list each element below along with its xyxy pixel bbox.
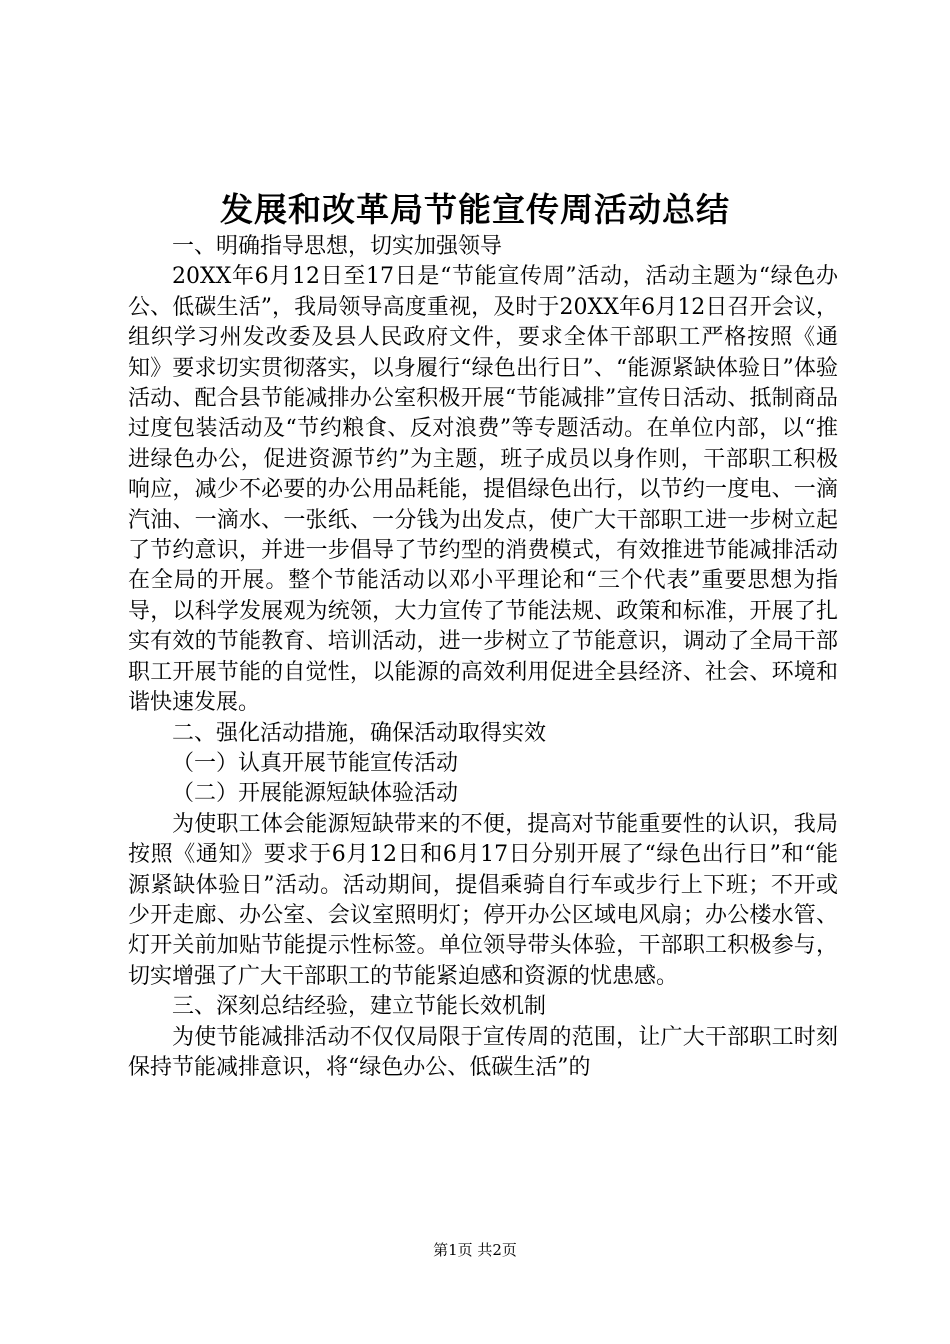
section-heading-3: 三、深刻总结经验，建立节能长效机制 (172, 994, 547, 1020)
document-title: 发展和改革局节能宣传周活动总结 (220, 190, 730, 229)
page-footer: 第1页 共2页 (433, 1241, 517, 1259)
section-heading-1: 一、明确指导思想，切实加强领导 (172, 234, 503, 259)
subsection-heading-1: （一）认真开展节能宣传活动 (172, 750, 459, 776)
section-heading-2: 二、强化活动措施，确保活动取得实效 (172, 720, 547, 746)
paragraph-2: 为使职工体会能源短缺带来的不便，提高对节能重要性的认识，我局按照《通知》要求于6月12日和6月17日分别开展了“绿色出行日”和“能源紧缺体验日”活动。活动期间，提倡乘骑自行车或步行上下班；不开或少开走廊、办公室、会议室照明灯；停开办公区域电风扇；办公楼水管、灯开关前加贴节能提示性标签。单位领导带头体验，干部职工积极参与，切实增强了广大干部职工的节能紧迫感和资源的忧患感。 (128, 811, 838, 989)
paragraph-1: 20XX年6月12日至17日是“节能宣传周”活动，活动主题为“绿色办公、低碳生活”，我局领导高度重视，及时于20XX年6月12日召开会议，组织学习州发改委及县人民政府文件，要求全体干部职工严格按照《通知》要求切实贯彻落实，以身履行“绿色出行日”、“能源紧缺体验日”体验活动、配合县节能减排办公室积极开展“节能减排”宣传日活动、抵制商品过度包装活动及“节约粮食、反对浪费”等专题活动。在单位内部，以“推进绿色办公，促进资源节约”为主题，班子成员以身作则，干部职工积极响应，减少不必要的办公用品耗能，提倡绿色出行，以节约一度电、一滴汽油、一滴水、一张纸、一分钱为出发点，使广大干部职工进一步树立起了节约意识，并进一步倡导了节约型的消费模式，有效推进节能减排活动在全局的开展。整个节能活动以邓小平理论和“三个代表”重要思想为指导，以科学发展观为统领，大力宣传了节能法规、政策和标准，开展了扎实有效的节能教育、培训活动，进一步树立了节能意识，调动了全局干部职工开展节能的自觉性，以能源的高效利用促进全县经济、社会、环境和谐快速发展。 (128, 264, 838, 716)
document-body (128, 232, 838, 1083)
paragraph-3: 为使节能减排活动不仅仅局限于宣传周的范围，让广大干部职工时刻保持节能减排意识，将“绿色办公、低碳生活”的 (128, 1024, 838, 1080)
subsection-heading-2: （二）开展能源短缺体验活动 (172, 781, 459, 807)
